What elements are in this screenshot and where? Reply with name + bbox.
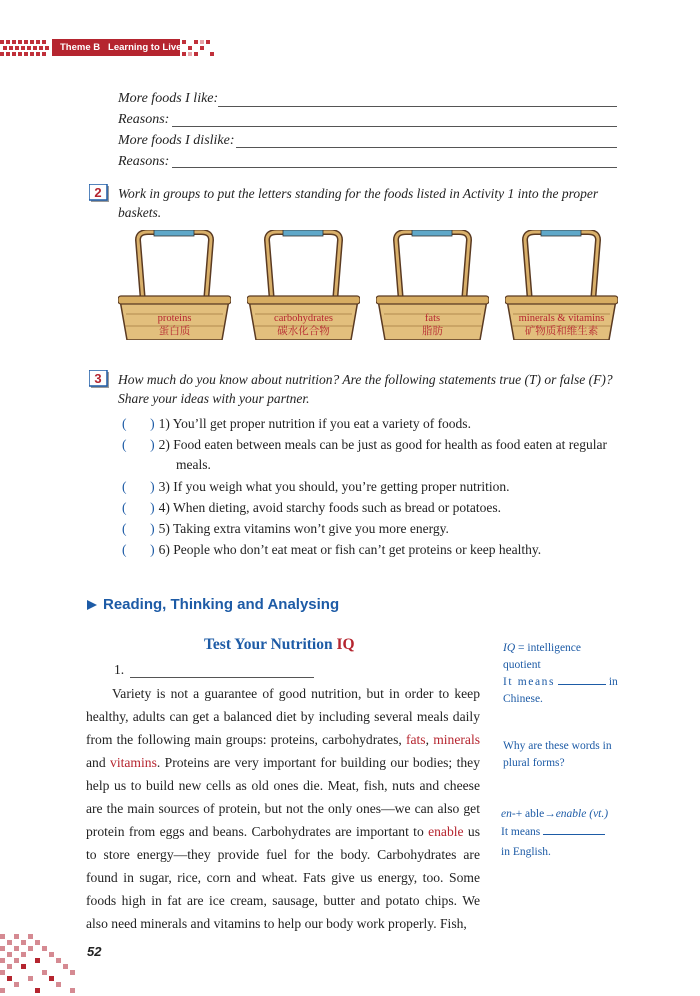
statement-text: 4) When dieting, avoid starchy foods such as bread or potatoes.: [158, 500, 502, 515]
answer-blank[interactable]: ( ): [122, 500, 155, 515]
basket-row: [118, 230, 618, 350]
statement-text: 2) Food eaten between meals can be just as good for health as food eaten at regular: [158, 437, 607, 452]
article-title-main: Test Your Nutrition: [204, 636, 333, 653]
basket-label-zh: 矿物质和维生素: [524, 326, 599, 337]
sidenote-en-plus: + able: [515, 808, 545, 820]
highlight-vitamins: vitamins: [110, 755, 157, 770]
body-part-2: . Proteins are very important for building our bodies; they help us to build new cells as old ones die. Meat, fish, nuts and cheese are the main sources of protein, but not the only ones—we can also get protein from eggs and beans. Carbohydrates are important to: [86, 755, 480, 839]
answer-blank[interactable]: ( ): [122, 542, 155, 557]
sidenote-en-result: enable: [555, 808, 587, 820]
fill-label: More foods I like: [118, 91, 214, 106]
statement-text: 1) You’ll get proper nutrition if you eat a variety of foods.: [158, 416, 471, 431]
statement-3: [122, 478, 510, 496]
activity-number-badge: [89, 370, 109, 388]
sidenote-iq-means: It means: [503, 676, 556, 688]
page-number: 52: [87, 944, 102, 959]
statement-text: 3) If you weigh what you should, you’re getting proper nutrition.: [158, 479, 510, 494]
statement-text: 6) People who don’t eat meat or fish can’t get proteins or keep healthy.: [158, 542, 542, 557]
basket-label-en: proteins: [157, 313, 192, 324]
highlight-enable: enable: [428, 824, 464, 839]
activity-2-number: 2: [94, 185, 102, 200]
sidenote-en-blank[interactable]: [543, 834, 605, 835]
answer-blank[interactable]: ( ): [122, 437, 155, 452]
body-part-3: us to store energy—they provide fuel for the body. Carbohydrates are found in sugar, rice, corn and wheat. Fats give us energy, too. Some foods high in fat are ice cream, sausage, butter and potato chips. We also need minerals and vitamins to help our body work properly. Fish,: [86, 824, 480, 931]
sidenote-iq: [503, 640, 621, 708]
statement-6: [122, 541, 541, 559]
article-body: Variety is not a guarantee of good nutrition, but in order to keep healthy, adults can get a balanced diet by including several meals daily from the following main groups: proteins, carbohydrates, fats, minerals and vitamins. Proteins are very important for building our bodies; they help us to build new cells as old ones die. Meat, fish, nuts and cheese are the main sources of protein, but not the only ones—we can also get protein from eggs and beans. Carbohydrates are important to enable us to store energy—they provide fuel for the body. Carbohydrates are found in sugar, rice, corn and wheat. Fats give us energy, too. Some foods high in fat are ice cream, sausage, butter and potato chips. We also need minerals and vitamins to help our body work properly. Fish,: [86, 686, 481, 931]
answer-line-reasons-1[interactable]: [172, 126, 617, 127]
fill-label: More foods I dislike: [118, 133, 230, 148]
arrow-right-icon: →: [544, 808, 556, 820]
article-title-iq: IQ: [336, 636, 355, 653]
activity-2-instructions: Work in groups to put the letters standing for the foods listed in Activity 1 into the proper baskets.: [118, 186, 599, 220]
header-title: Learning to Live: [108, 42, 182, 53]
statement-2: [122, 436, 607, 454]
basket-proteins[interactable]: [118, 230, 231, 345]
basket-fats[interactable]: [376, 230, 489, 345]
sidenote-en-prefix: en-: [501, 808, 516, 820]
fill-row-dislikes: More foods I dislike:: [118, 133, 235, 148]
highlight-minerals: minerals: [433, 732, 481, 747]
section-title: Reading, Thinking and Analysing: [103, 596, 340, 613]
activity-number-badge: [89, 184, 109, 202]
basket-carbohydrates[interactable]: [247, 230, 360, 345]
answer-line-dislikes[interactable]: [236, 147, 617, 148]
basket-label-zh: 脂肪: [422, 326, 443, 337]
sidenote-enable: [501, 806, 621, 823]
sidenote-en-means: It means: [501, 826, 541, 838]
fill-row-reasons-1: Reasons:: [118, 112, 170, 127]
answer-blank[interactable]: ( ): [122, 416, 155, 431]
body-part-1: Variety is not a guarantee of good nutrition, but in order to keep healthy, adults can get a balanced diet by including several meals daily from the following main groups: proteins, carbohydrates,: [86, 686, 480, 747]
basket-label-en: fats: [424, 313, 441, 324]
basket-label-en: minerals & vitamins: [518, 313, 605, 324]
answer-blank[interactable]: ( ): [122, 479, 155, 494]
statement-text: 5) Taking extra vitamins won’t give you more energy.: [158, 521, 449, 536]
sidenote-iq-blank[interactable]: [558, 684, 606, 685]
header-theme: Theme B: [60, 42, 101, 53]
basket-label-en: carbohydrates: [274, 313, 333, 324]
article-title: [204, 636, 355, 654]
answer-line-likes[interactable]: [218, 106, 617, 107]
fill-row-likes: More foods I like:: [118, 91, 219, 106]
sidenote-iq-abbr: IQ: [503, 642, 516, 654]
activity-3-number: 3: [94, 371, 102, 386]
highlight-fats: fats: [405, 732, 426, 747]
answer-blank[interactable]: ( ): [122, 521, 155, 536]
play-triangle-icon: [86, 599, 98, 611]
sidenote-enable-means: [501, 824, 605, 841]
statement-2-continued: meals.: [176, 457, 211, 472]
sidenote-en-in: in English.: [501, 846, 551, 858]
sidenote-iq-in: in Chinese.: [503, 676, 618, 705]
activity-3-instructions: How much do you know about nutrition? Are the following statements true (T) or false (F)? Share your ideas with your partner.: [118, 372, 613, 406]
body-and: and: [86, 755, 106, 770]
sidenote-en-pos: (vt.): [589, 808, 609, 820]
statement-4: [122, 499, 501, 517]
fill-row-reasons-2: Reasons:: [118, 154, 170, 169]
fill-label: Reasons: [118, 112, 165, 127]
basket-minerals-vitamins[interactable]: [505, 230, 618, 345]
sidenote-plural: Why are these words in plural forms?: [503, 740, 612, 769]
paragraph-number: 1.: [114, 662, 125, 677]
statement-1: [122, 415, 471, 433]
basket-label-zh: 碳水化合物: [277, 326, 330, 337]
statement-5: [122, 520, 449, 538]
footer-pattern: [0, 932, 80, 996]
header-label: [52, 39, 180, 56]
sidenote-iq-def: = intelligence quotient: [503, 642, 582, 671]
heading-blank-line[interactable]: [130, 677, 314, 678]
answer-line-reasons-2[interactable]: [172, 167, 617, 168]
basket-label-zh: 蛋白质: [158, 326, 191, 337]
fill-label: Reasons: [118, 154, 165, 169]
